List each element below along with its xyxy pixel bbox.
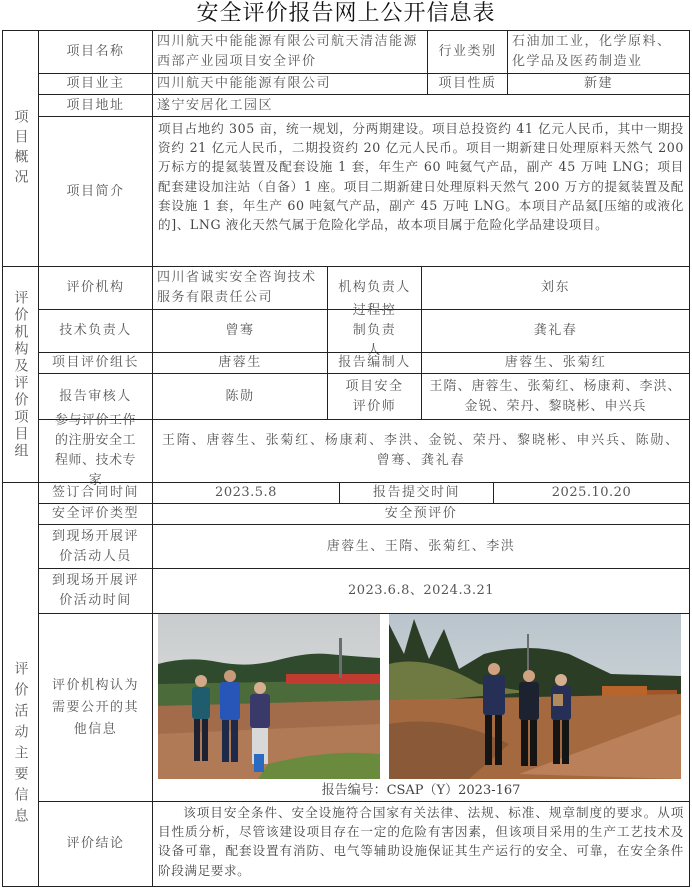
submit-date-label: 报告提交时间 (339, 482, 494, 504)
conclusion-text: 该项目安全条件、安全设施符合国家有关法律、法规、标准、规章制度的要求。从项目性质分析，尽管该建设项目存在一定的危险有害因素，但该项目采用的生产工艺技术及设备可靠，配套设置有消防、电气等辅助设施保证其生产运行的安全、可靠，在安全条件阶段满足要求。 (158, 805, 684, 878)
agency-head-value: 刘东 (421, 266, 690, 310)
owner-label: 项目业主 (38, 73, 153, 95)
onsite-people-value: 唐蓉生、王隋、张菊红、李洪 (152, 524, 690, 569)
author-value: 唐蓉生、张菊红 (421, 352, 690, 374)
site-photo-1 (158, 614, 380, 779)
section-label-activity: 评价活动主要信息 (2, 482, 39, 887)
agency-label: 评价机构 (38, 266, 153, 310)
site-photo-2 (389, 614, 681, 779)
section-label-org: 评价机构及评价项目组 (2, 266, 39, 483)
tech-head-value: 曾骞 (152, 309, 328, 353)
site-photo-2-image (389, 614, 681, 779)
process-head-value: 龚礼春 (421, 309, 690, 353)
tech-head-label: 技术负责人 (38, 309, 153, 353)
report-number: 报告编号：CSAP（Y）2023-167 (321, 783, 521, 798)
intro-label: 项目简介 (38, 116, 153, 267)
conclusion-label: 评价结论 (38, 801, 153, 887)
team-leader-value: 唐蓉生 (152, 352, 328, 374)
section-label-overview: 项目概况 (2, 30, 39, 267)
project-name-label: 项目名称 (38, 30, 153, 74)
type-value: 安全预评价 (152, 503, 690, 525)
onsite-time-label: 到现场开展评价活动时间 (38, 568, 153, 614)
team-leader-label: 项目评价组长 (38, 352, 153, 374)
nature-value: 新建 (507, 73, 690, 95)
assessors-value: 王隋、唐蓉生、张菊红、杨康莉、李洪、金锐、荣丹、黎晓彬、申兴兵 (421, 373, 690, 420)
page-title: 安全评价报告网上公开信息表 (196, 1, 496, 26)
reviewer-label: 报告审核人 (38, 373, 153, 420)
engineers-value: 王隋、唐蓉生、张菊红、杨康莉、李洪、金锐、荣丹、黎晓彬、申兴兵、陈勋、曾骞、龚礼春 (152, 419, 690, 483)
reviewer-value: 陈勋 (152, 373, 328, 420)
contract-date-value: 2023.5.8 (152, 482, 340, 504)
conclusion-value (152, 801, 690, 887)
address-label: 项目地址 (38, 94, 153, 117)
onsite-time-value: 2023.6.8、2024.3.21 (152, 568, 690, 614)
other-info-label: 评价机构认为需要公开的其他信息 (38, 613, 153, 802)
author-label: 报告编制人 (327, 352, 422, 374)
owner-value: 四川航天中能能源有限公司 (152, 73, 428, 95)
industry-label: 行业类别 (427, 30, 508, 74)
engineers-label: 参与评价工作的注册安全工程师、技术专家 (38, 419, 153, 483)
nature-label: 项目性质 (427, 73, 508, 95)
type-label: 安全评价类型 (38, 503, 153, 525)
assessors-label: 项目安全评价师 (327, 373, 422, 420)
intro-value: 项目占地约 305 亩，统一规划，分两期建设。项目总投资约 41 亿元人民币，其中一期投资约 21 亿元人民币，二期投资约 20 亿元人民币。项目一期新建日处理原料天然气 200 万标方的提氦装置及配套设施 1 套，年生产 60 吨氦气产品，副产 45 万吨 LNG；项目配套建设加注站（自备）1 座。项目二期新建日处理原料天然气 200 万方的提氦装置及配套设施 1 套，年生产 60 吨氦气产品，副产 45 万吨 LNG。本项目产品氦[压缩的或液化的]、LNG 液化天然气属于危险化学品，故本项目属于危险化学品建设项目。 (152, 116, 690, 267)
agency-head-label: 机构负责人 (327, 266, 422, 310)
industry-value: 石油加工业，化学原料、化学品及医药制造业 (507, 30, 690, 74)
onsite-people-label: 到现场开展评价活动人员 (38, 524, 153, 569)
site-photo-1-image (158, 614, 380, 779)
project-name-value: 四川航天中能能源有限公司航天清洁能源西部产业园项目安全评价 (152, 30, 428, 74)
contract-date-label: 签订合同时间 (38, 482, 153, 504)
submit-date-value: 2025.10.20 (493, 482, 690, 504)
agency-value: 四川省诚实安全咨询技术服务有限责任公司 (152, 266, 328, 310)
process-head-label: 过程控制负责人 (327, 309, 422, 353)
address-value: 遂宁安居化工园区 (152, 94, 690, 117)
